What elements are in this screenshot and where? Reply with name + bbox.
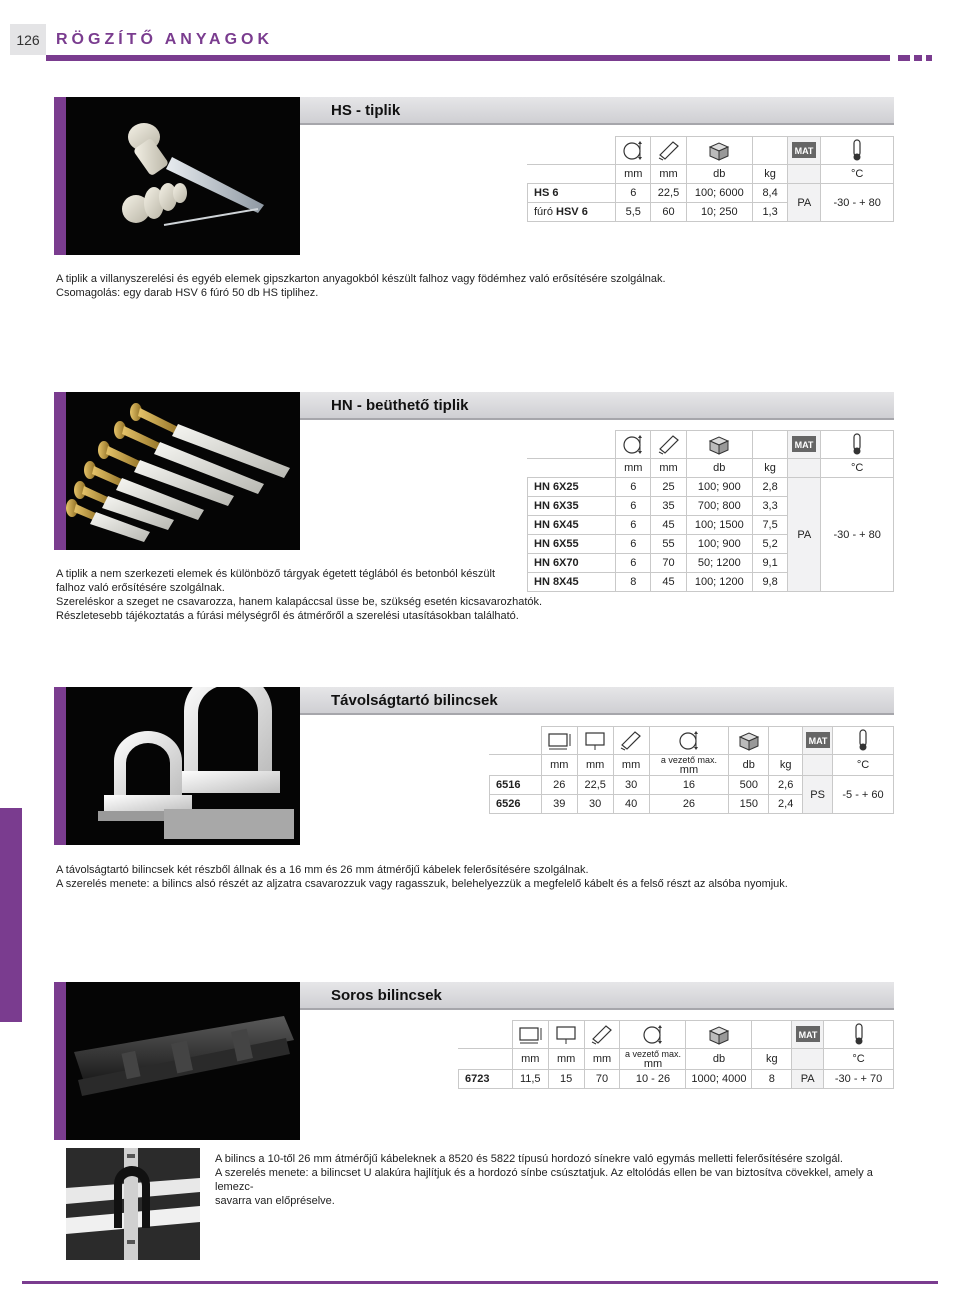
- side-tab: [0, 808, 22, 1022]
- header-square: [926, 55, 932, 61]
- diameter-icon: [621, 139, 645, 161]
- soros-description: A bilincs a 10-től 26 mm átmérőjű kábeleknek a 8520 és 5822 típusú hordozó sínekre való egymás melletti felerősítésére szolgál. A szerelés menete: a bilincset U alakúra hajlítjuk és a hordozó sínbe csúsztatjuk. Az eltolódás ellen be van biztosítva cövekkel, amely a lemezc- savarra van előpréselve.: [215, 1153, 873, 1207]
- table-row: HN 6X25 6 25 100; 900 2,8 PA -30 - + 80: [528, 478, 894, 497]
- length-icon: [619, 729, 643, 751]
- section-title: Soros bilincsek: [331, 987, 442, 1004]
- tav-spec-table: MAT mm mm mm a vezető max. mm db kg °C 6516 26 22,5 30 16 500 2,6 PS -5 - + 60 6526 39 30 40 26 150 2,4: [489, 726, 894, 814]
- mat-icon: [806, 731, 830, 753]
- length-icon: [657, 433, 681, 455]
- width-icon: [518, 1023, 542, 1045]
- unit-celsius: °C: [821, 459, 894, 478]
- thermometer-icon: [845, 139, 869, 161]
- temperature-range: -30 - + 80: [821, 478, 894, 592]
- table-row: HN 6X35 6 35 700; 800 3,3: [528, 497, 894, 516]
- tav-product-photo: [54, 687, 300, 845]
- temperature-range: -5 - + 60: [833, 776, 894, 814]
- hn-product-photo: [54, 392, 300, 550]
- table-row: fúró HSV 6 5,5 60 10; 250 1,3: [528, 203, 894, 222]
- soros-product-photo: [54, 982, 300, 1140]
- section-bar-tav: [300, 687, 894, 715]
- page-header: [0, 24, 960, 58]
- hs-spec-table: [527, 136, 894, 222]
- temperature-range: -30 - + 80: [821, 184, 894, 222]
- diameter-icon: [621, 433, 645, 455]
- header-square: [898, 55, 910, 61]
- height-icon: [583, 729, 607, 751]
- section-bar-soros: [300, 982, 894, 1010]
- section-title: HS - tiplik: [331, 102, 401, 119]
- tav-description: A távolságtartó bilincsek két részből állnak és a 16 mm és 26 mm átmérőjű kábelek felerősítésére szolgálnak. A szerelés menete: a bilincs alsó részét az aljzatra csavarozzuk vagy ragasszuk, belehelyezzük a megfelelő kábelt és a felső részt az alsóba nyomjuk.: [56, 864, 788, 890]
- table-row: HN 6X55 6 55 100; 900 5,2: [528, 535, 894, 554]
- thermometer-icon: [847, 1023, 871, 1045]
- mat-icon: [792, 435, 816, 457]
- table-row: HS 6 6 22,5 100; 6000 8,4 PA -30 - + 80: [528, 184, 894, 203]
- width-icon: [547, 729, 571, 751]
- box-icon: [737, 729, 761, 751]
- material: PS: [803, 776, 833, 814]
- section-title: HN - beüthető tiplik: [331, 397, 469, 414]
- table-row: 6516 26 22,5 30 16 500 2,6 PS -5 - + 60: [490, 776, 894, 795]
- header-rule: [46, 55, 890, 61]
- soros-spec-table: MAT mm mm mm a vezető max. mm db kg °C 6723 11,5 15 70 10 - 26 1000; 4000 8 PA -30 - + 70: [458, 1020, 894, 1089]
- section-bar-hn: [300, 392, 894, 420]
- table-row: 6526 39 30 40 26 150 2,4: [490, 795, 894, 814]
- header-square: [914, 55, 922, 61]
- unit-celsius: °C: [821, 165, 894, 184]
- length-icon: [590, 1023, 614, 1045]
- table-row: HN 8X45 8 45 100; 1200 9,8: [528, 573, 894, 592]
- table-row: HN 6X70 6 70 50; 1200 9,1: [528, 554, 894, 573]
- material: PA: [788, 184, 821, 222]
- table-row: HN 6X45 6 45 100; 1500 7,5: [528, 516, 894, 535]
- thermometer-icon: [851, 729, 875, 751]
- material: PA: [792, 1070, 824, 1089]
- hn-description: A tiplik a nem szerkezeti elemek és különböző tárgyak égetett téglából és betonból készült falhoz való erősítésére szolgálnak. Szereléskor a szeget ne csavarozza, hanem kalapáccsal üsse be, szükség esetén kicsavarozhatók. Részletesebb tájékoztatás a fúrási mélységről és átmérőről a szerelési utasításokban található.: [56, 568, 543, 622]
- box-icon: [707, 139, 731, 161]
- hs-product-photo: [54, 97, 300, 255]
- hs-description: A tiplik a villanyszerelési és egyéb elemek gipszkarton anyagokból készült falhoz vagy födémhez való erősítésére szolgálnak. Csomagolás: egy darab HSV 6 fúró 50 db HS tiplihez.: [56, 273, 666, 299]
- soros-installed-photo: [66, 1148, 200, 1260]
- unit-mm: mm: [651, 459, 686, 478]
- length-icon: [657, 139, 681, 161]
- unit-kg: kg: [752, 459, 787, 478]
- temperature-range: -30 - + 70: [824, 1070, 894, 1089]
- unit-mm: mm: [616, 459, 651, 478]
- svg-text:MAT: MAT: [808, 735, 827, 746]
- page-title: RÖGZÍTŐ ANYAGOK: [56, 31, 274, 48]
- height-icon: [554, 1023, 578, 1045]
- unit-db: db: [686, 459, 752, 478]
- diameter-icon: [677, 729, 701, 751]
- unit-mm: mm: [616, 165, 651, 184]
- unit-kg: kg: [752, 165, 787, 184]
- svg-text:MAT: MAT: [798, 1029, 818, 1040]
- svg-text:MAT: MAT: [794, 145, 814, 156]
- table-row: 6723 11,5 15 70 10 - 26 1000; 4000 8 PA -30 - + 70: [459, 1070, 894, 1089]
- section-bar-hs: [300, 97, 894, 125]
- unit-db: db: [686, 165, 752, 184]
- unit-mm: mm: [651, 165, 686, 184]
- svg-text:MAT: MAT: [794, 439, 814, 450]
- thermometer-icon: [845, 433, 869, 455]
- hn-spec-table: [527, 430, 894, 592]
- box-icon: [707, 1023, 731, 1045]
- page-number: 126: [10, 24, 46, 55]
- material: PA: [788, 478, 821, 592]
- box-icon: [707, 433, 731, 455]
- diameter-icon: [641, 1023, 665, 1045]
- mat-icon: [796, 1025, 820, 1047]
- mat-icon: [792, 141, 816, 163]
- section-title: Távolságtartó bilincsek: [331, 692, 498, 709]
- footer-rule: [22, 1281, 938, 1284]
